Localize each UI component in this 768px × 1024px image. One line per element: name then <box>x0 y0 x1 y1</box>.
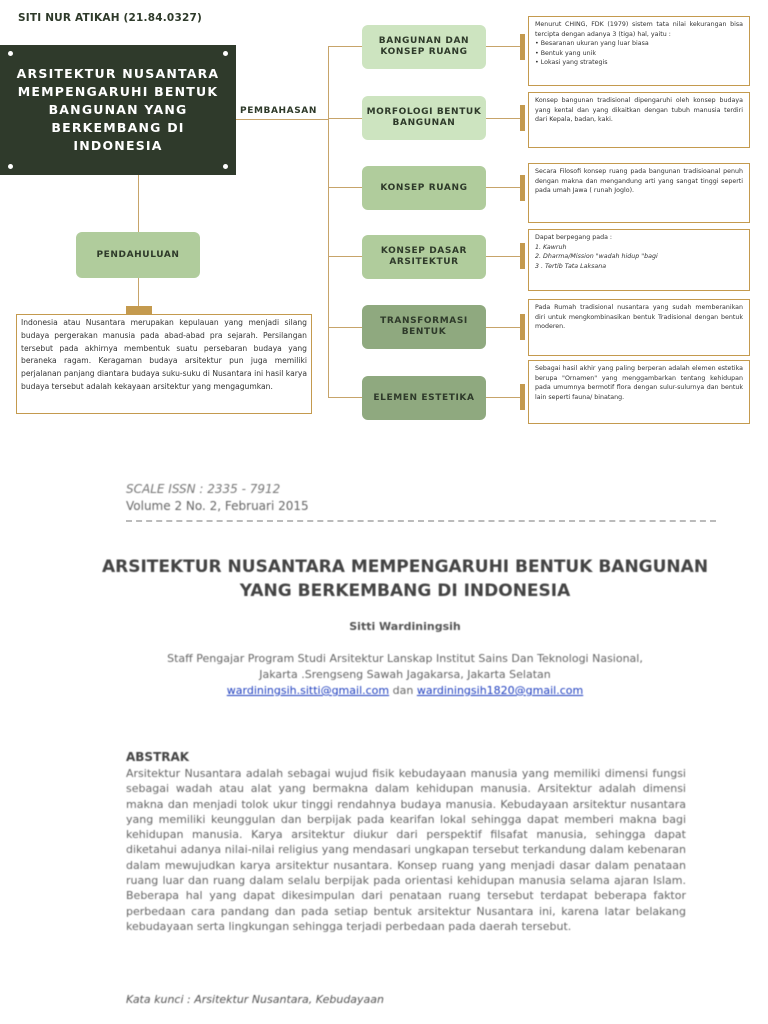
connector-tab <box>520 314 525 340</box>
desc-text: Secara Filosofi konsep ruang pada bangunan tradisioanal penuh dengan makna dan mengandung arti yang sangat tinggi seperti pada umah Jawa ( runah Joglo). <box>535 168 743 194</box>
abstract-heading: ABSTRAK <box>126 750 190 764</box>
desc-item: • Besaranan ukuran yang luar biasa <box>535 40 649 47</box>
affiliation-line: Staff Pengajar Program Studi Arsitektur Lanskap Institut Sains Dan Teknologi Nasional, <box>167 652 643 665</box>
email-separator: dan <box>392 684 414 697</box>
desc-item: 1. Kawruh <box>535 243 567 251</box>
connector-branch <box>328 118 362 119</box>
divider <box>126 520 716 522</box>
node-morfologi: MORFOLOGI BENTUK BANGUNAN <box>362 96 486 140</box>
connector-branch <box>486 256 520 257</box>
desc-box <box>528 360 750 424</box>
desc-box <box>528 16 750 86</box>
desc-box <box>528 92 750 148</box>
connector-branch <box>328 256 362 257</box>
desc-box <box>528 299 750 356</box>
corner-dot <box>8 51 13 56</box>
desc-item: • Bentuk yang unik <box>535 49 596 57</box>
connector-line <box>138 175 139 232</box>
desc-text: Pada Rumah tradisional nusantara yang sudah memberanikan diri untuk mengkombinasikan bentuk Tradisional dengan bentuk moderen. <box>535 304 743 330</box>
author-name: SITI NUR ATIKAH (21.84.0327) <box>18 12 202 24</box>
connector-branch <box>328 327 362 328</box>
desc-text: Sebagai hasil akhir yang paling berperan adalah elemen estetika berupa "Ornamen" yang menggambarkan tentang kehidupan pada umumnya bermotif flora dengan sulur-sulurnya dan bentuk lain seperti fauna/ binatang. <box>535 365 743 401</box>
desc-item: 2. Dharma/Mission "wadah hidup "bagi <box>535 253 658 260</box>
desc-box <box>528 229 750 291</box>
affiliation-line: Jakarta .Srengseng Sawah Jagakarsa, Jakarta Selatan <box>259 668 551 681</box>
main-title: ARSITEKTUR NUSANTARA MEMPENGARUHI BENTUK BANGUNAN YANG BERKEMBANG DI INDONESIA <box>16 66 220 153</box>
node-bangunan-konsep-ruang: BANGUNAN DAN KONSEP RUANG <box>362 25 486 69</box>
paper-preview <box>0 465 768 1024</box>
connector-line <box>138 278 139 307</box>
node-transformasi: TRANSFORMASI BENTUK <box>362 305 486 349</box>
node-konsep-dasar: KONSEP DASAR ARSITEKTUR <box>362 235 486 279</box>
pendahuluan-text: Indonesia atau Nusantara merupakan kepulauan yang menjadi silang budaya pergerakan manusia pada abad-abad pra sejarah. Persilangan tersebut pada akhirnya membentuk suatu persebaran budaya yang beraneka ragam. Keragaman budaya arsitektur pun juga memiliki perjalanan panjang diantara budaya suku-suku di Nusantara ini hasil karya budaya tersebut adalah kekayaan arsitektur yang mengagumkan. <box>16 314 312 414</box>
connector-branch <box>486 46 520 47</box>
desc-text: Konsep bangunan tradisional dipengaruhi oleh konsep budaya yang kental dan yang dikaitkan dengan tubuh manusia terdiri dari Kepala, badan, kaki. <box>535 97 743 123</box>
corner-dot <box>223 51 228 56</box>
corner-dot <box>8 164 13 169</box>
desc-item: 3 . Tertib Tata Laksana <box>535 262 607 270</box>
connector-branch <box>328 187 362 188</box>
connector-branch <box>486 397 520 398</box>
connector-trunk <box>328 46 329 398</box>
paper-volume: Volume 2 No. 2, Februari 2015 <box>126 499 309 513</box>
paper-issn: SCALE ISSN : 2335 - 7912 <box>126 482 281 496</box>
email-link[interactable]: wardiningsih1820@gmail.com <box>416 684 584 697</box>
connector-tab <box>520 105 525 131</box>
paper-title: ARSITEKTUR NUSANTARA MEMPENGARUHI BENTUK BANGUNAN YANG BERKEMBANG DI INDONESIA <box>101 557 709 601</box>
connector-branch <box>328 397 362 398</box>
desc-box <box>528 163 750 223</box>
corner-dot <box>223 164 228 169</box>
connector-tab <box>520 384 525 410</box>
main-title-box <box>0 45 236 175</box>
abstract-text: Arsitektur Nusantara adalah sebagai wujud fisik kebudayaan manusia yang memiliki dimensi fungsi sebagai wadah atau alat yang bermakna dalam kehidupan manusia. Arsitektur adalah dimensi makna dan menjadi tolok ukur tinggi rendahnya budaya manusia. Kebudayaan arsitektur nusantara yang memiliki keunggulan dan berpijak pada kearifan lokal sehingga dapat memberi makna bagi kehidupan manusia. Karya arsitektur diukur dari perspektif filsafat manusia, sehingga dapat diketahui adanya nilai-nilai religius yang mendasari ungkapan tersebut terkandung dalam kebenaran dalam mewujudkan karya arsitektur nusantara. Konsep ruang yang menjadi dasar dalam penataan ruang luar dan ruang dalam selalu berpijak pada orientasi kehidupan manusia selama ajaran Islam. Beberapa hal yang dapat dikesimpulan dari penataan ruang tersebut terdapat beberapa faktor perbedaan cara pandang dan pada setiap bentuk arsitektur Nusantara ini, karena latar belakang kebudayaan serta lingkungan sehingga terjadi perbedaan pada daerah tersebut. <box>126 767 686 933</box>
connector-tab <box>520 175 525 201</box>
connector-branch <box>486 187 520 188</box>
paper-affiliation <box>100 651 710 699</box>
node-pendahuluan: PENDAHULUAN <box>76 232 200 278</box>
pembahasan-label: PEMBAHASAN <box>240 106 318 116</box>
desc-text: Dapat berpegang pada : <box>535 234 613 241</box>
connector-tab <box>520 34 525 60</box>
paper-author: Sitti Wardiningsih <box>349 620 461 633</box>
connector-tab <box>520 243 525 269</box>
node-elemen-estetika: ELEMEN ESTETIKA <box>362 376 486 420</box>
connector-branch <box>486 327 520 328</box>
connector-branch <box>486 118 520 119</box>
desc-item: • Lokasi yang strategis <box>535 59 608 66</box>
node-konsep-ruang: KONSEP RUANG <box>362 166 486 210</box>
connector-line <box>236 119 328 120</box>
connector-tab <box>126 306 152 314</box>
email-link[interactable]: wardiningsih.sitti@gmail.com <box>226 684 390 697</box>
connector-branch <box>328 46 362 47</box>
keywords: Kata kunci : Arsitektur Nusantara, Kebudayaan <box>126 993 385 1006</box>
desc-text: Menurut CHING, FDK (1979) sistem tata nilai kekurangan bisa tercipta dengan adanya 3 (tiga) hal, yaitu : <box>535 21 743 38</box>
